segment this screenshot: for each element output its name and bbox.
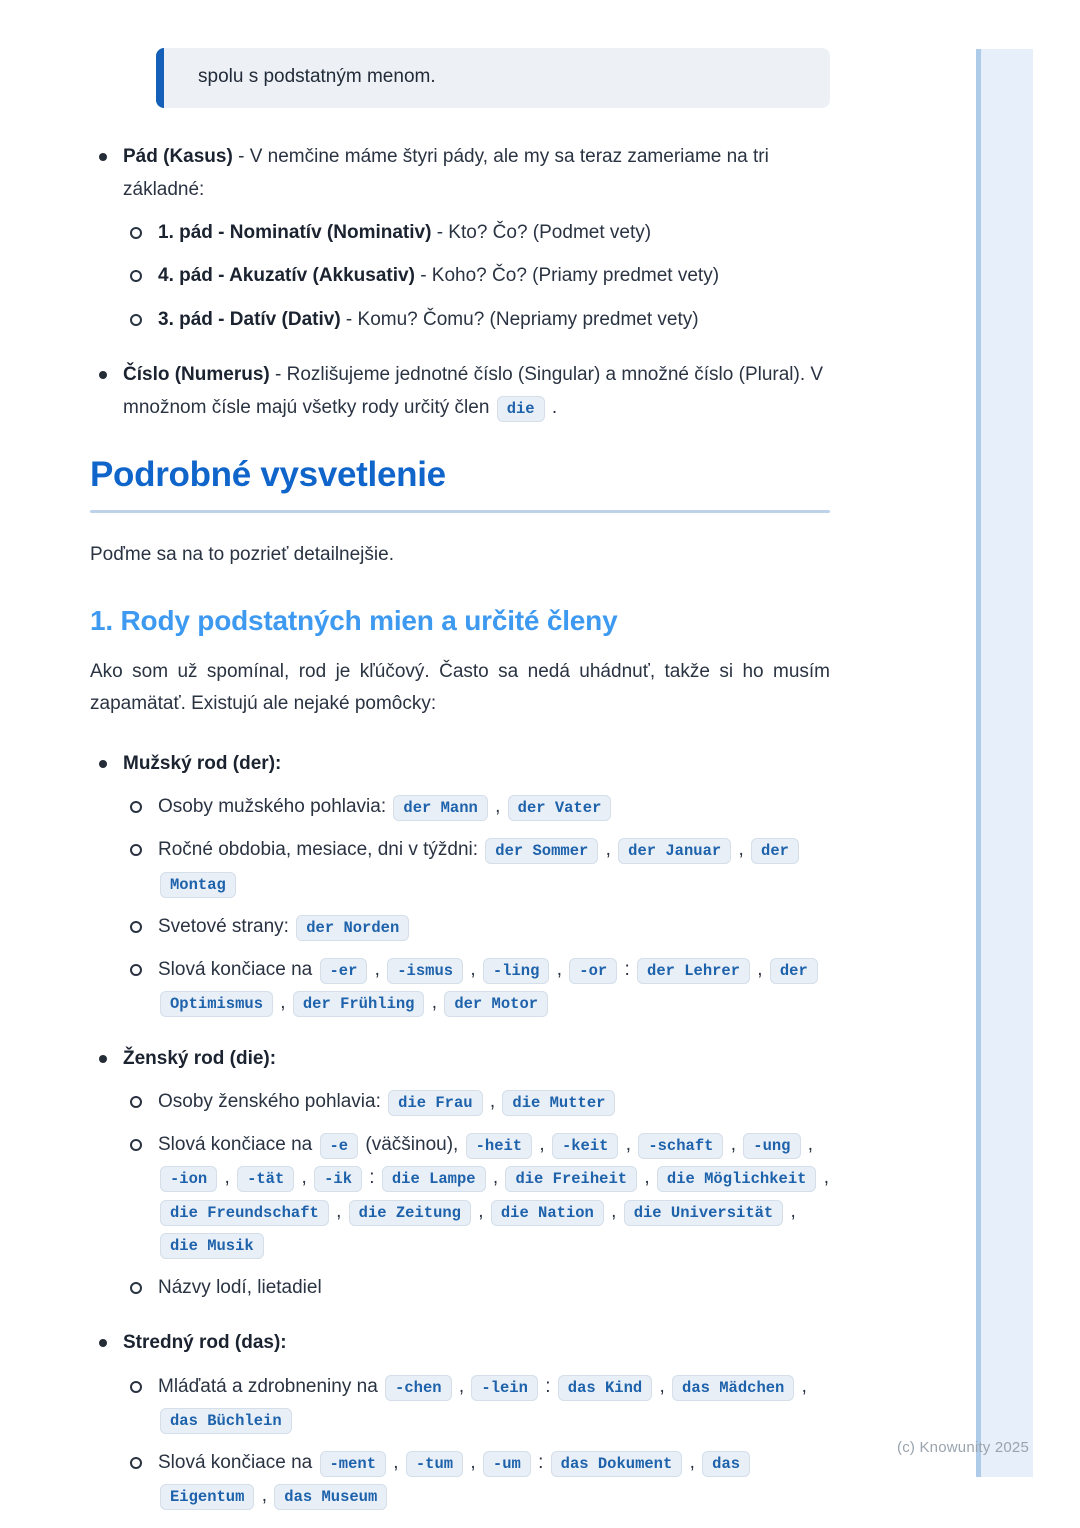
list-item-dativ (123, 303, 830, 336)
list-item-text: 3. pád - Datív (Dativ) - Komu? Čomu? (Nepriamy predmet vety) (158, 308, 699, 330)
list-item-masc-seasons (123, 833, 830, 900)
intro-paragraph: Poďme sa na to pozrieť detailnejšie. (90, 544, 394, 566)
list-item-text: 1. pád - Nominatív (Nominativ) - Kto? Čo? (Podmet vety) (158, 222, 652, 243)
code-badge: -er (320, 958, 368, 984)
muzsky-rod-sublist (123, 790, 830, 1020)
code-badge: die Frau (388, 1090, 482, 1116)
list-item-text: Osoby mužského pohlavia: der Mann , der Vater (158, 796, 613, 817)
grammar-properties-list (90, 140, 830, 425)
cases-sublist (123, 216, 830, 336)
subsection-title: 1. Rody podstatných mien a určité členy (90, 604, 618, 636)
code-badge: -heit (466, 1133, 533, 1159)
code-badge: die Universität (624, 1200, 784, 1226)
code-badge: die Mutter (502, 1090, 615, 1116)
list-item-text: Slová končiace na -ment , -tum , -um : das Dokument , das Eigentum , das Museum (158, 1452, 752, 1506)
list-item-text: Slová končiace na -er , -ismus , -ling , -or : der Lehrer , der Optimismus , der Frühling , der Motor (158, 959, 820, 1013)
list-item-muzsky-rod (90, 747, 830, 1020)
code-badge: das Büchlein (160, 1408, 292, 1434)
zensky-rod-sublist (123, 1085, 830, 1305)
code-badge: die Freundschaft (160, 1200, 329, 1226)
code-badge: -ismus (387, 958, 463, 984)
list-item-fem-persons (123, 1085, 830, 1118)
list-item-fem-endings (123, 1128, 830, 1261)
list-item-masc-endings (123, 953, 830, 1020)
list-item-text: Ročné obdobia, mesiace, dni v týždni: der Sommer , der Januar , der Montag (158, 839, 801, 893)
code-badge: der Norden (296, 915, 409, 941)
code-badge: die Zeitung (349, 1200, 471, 1226)
bold-label: Ženský rod (die): (123, 1047, 277, 1069)
explanation-paragraph: Ako som už spomínal, rod je kľúčový. Často sa nedá uhádnuť, takže si ho musím zapamätať. Existujú ale nejaké pomôcky: (90, 660, 830, 715)
code-badge: -ik (314, 1166, 362, 1192)
list-item-stredny-rod (90, 1326, 830, 1512)
code-badge: -chen (385, 1375, 452, 1401)
code-badge: der Mann (393, 795, 487, 821)
code-badge: die Musik (160, 1233, 264, 1259)
bold-label: Mužský rod (der): (123, 752, 282, 774)
bold-label: Pád (Kasus) (123, 145, 233, 167)
blockquote-text: spolu s podstatným menom. (198, 66, 436, 87)
code-badge: -ling (483, 958, 550, 984)
bold-label: 3. pád - Datív (Dativ) (158, 308, 341, 330)
code-badge: der Januar (618, 838, 731, 864)
list-item-fem-ships (123, 1271, 830, 1304)
bold-label: Stredný rod (das): (123, 1332, 287, 1354)
genders-list (90, 747, 830, 1513)
watermark: (c) Knowunity 2025 (897, 1439, 1030, 1456)
code-badge: das Dokument (551, 1451, 683, 1477)
list-item-text: Mláďatá a zdrobneniny na -chen , -lein : das Kind , das Mädchen , das Büchlein (158, 1376, 807, 1430)
code-badge: die Lampe (382, 1166, 486, 1192)
bold-label: Číslo (Numerus) (123, 363, 270, 385)
list-item-zensky-rod (90, 1042, 830, 1305)
code-badge: -schaft (638, 1133, 723, 1159)
blockquote (156, 48, 830, 108)
code-badge: -lein (471, 1375, 538, 1401)
code-badge: die Möglichkeit (657, 1166, 817, 1192)
code-badge: der Motor (444, 991, 548, 1017)
section-divider (90, 510, 830, 513)
code-badge: der Vater (508, 795, 612, 821)
list-item-text: Slová končiace na -e (väčšinou), -heit , -keit , -schaft , -ung , -ion , -tät , -ik : die Lampe , die Freiheit , die Möglichkeit , die Freundschaft , die Zeitung , die Nation , die Universität , die Musik (158, 1134, 829, 1255)
code-badge: der Frühling (293, 991, 425, 1017)
list-item-text: 4. pád - Akuzatív (Akkusativ) - Koho? Čo? (Priamy predmet vety) (158, 265, 720, 287)
list-item-text: Číslo (Numerus) - Rozlišujeme jednotné číslo (Singular) a množné číslo (Plural). V množnom čísle majú všetky rody určitý člen die . (123, 364, 823, 418)
code-badge: der Montag (160, 838, 799, 897)
code-badge: -e (320, 1133, 359, 1159)
bold-label: 4. pád - Akuzatív (Akkusativ) (158, 265, 415, 287)
code-badge: -tum (406, 1451, 463, 1477)
code-badge: die Nation (491, 1200, 604, 1226)
code-badge: das Museum (274, 1484, 387, 1510)
code-badge: das Mädchen (672, 1375, 794, 1401)
section-title: Podrobné vysvetlenie (90, 455, 446, 495)
code-badge: das Eigentum (160, 1451, 750, 1510)
list-item-akuzativ (123, 259, 830, 292)
code-badge: -ion (160, 1166, 217, 1192)
list-item-text: Pád (Kasus) - V nemčine máme štyri pády, ale my sa teraz zameriame na tri základné: (123, 145, 769, 200)
list-item-text: Svetové strany: der Norden (158, 916, 411, 937)
code-badge: -or (569, 958, 617, 984)
bold-label: 1. pád - Nominatív (Nominativ) (158, 222, 432, 243)
list-item-text (123, 1332, 287, 1353)
list-item-neut-diminutives (123, 1370, 830, 1437)
list-item-masc-directions (123, 910, 830, 943)
list-item-text (123, 753, 281, 774)
code-badge: der Sommer (485, 838, 598, 864)
list-item-neut-endings (123, 1446, 830, 1513)
code-badge: -ment (320, 1451, 387, 1477)
list-item-nominativ (123, 216, 830, 249)
code-badge: -keit (552, 1133, 619, 1159)
code-badge: -tät (237, 1166, 294, 1192)
code-badge: die (497, 396, 545, 422)
code-badge: die Freiheit (505, 1166, 637, 1192)
page-margin-bar (976, 49, 1033, 1477)
list-item-text: Názvy lodí, lietadiel (158, 1277, 322, 1299)
stredny-rod-sublist (123, 1370, 830, 1513)
code-badge: das Kind (558, 1375, 652, 1401)
list-item-masc-persons (123, 790, 830, 823)
code-badge: -um (483, 1451, 531, 1477)
list-item-text (123, 1048, 276, 1069)
list-item-pad-kasus (90, 140, 830, 336)
code-badge: der Optimismus (160, 958, 818, 1017)
code-badge: der Lehrer (637, 958, 750, 984)
list-item-cislo-numerus (90, 358, 830, 425)
list-item-text: Osoby ženského pohlavia: die Frau , die Mutter (158, 1091, 617, 1112)
code-badge: -ung (743, 1133, 800, 1159)
